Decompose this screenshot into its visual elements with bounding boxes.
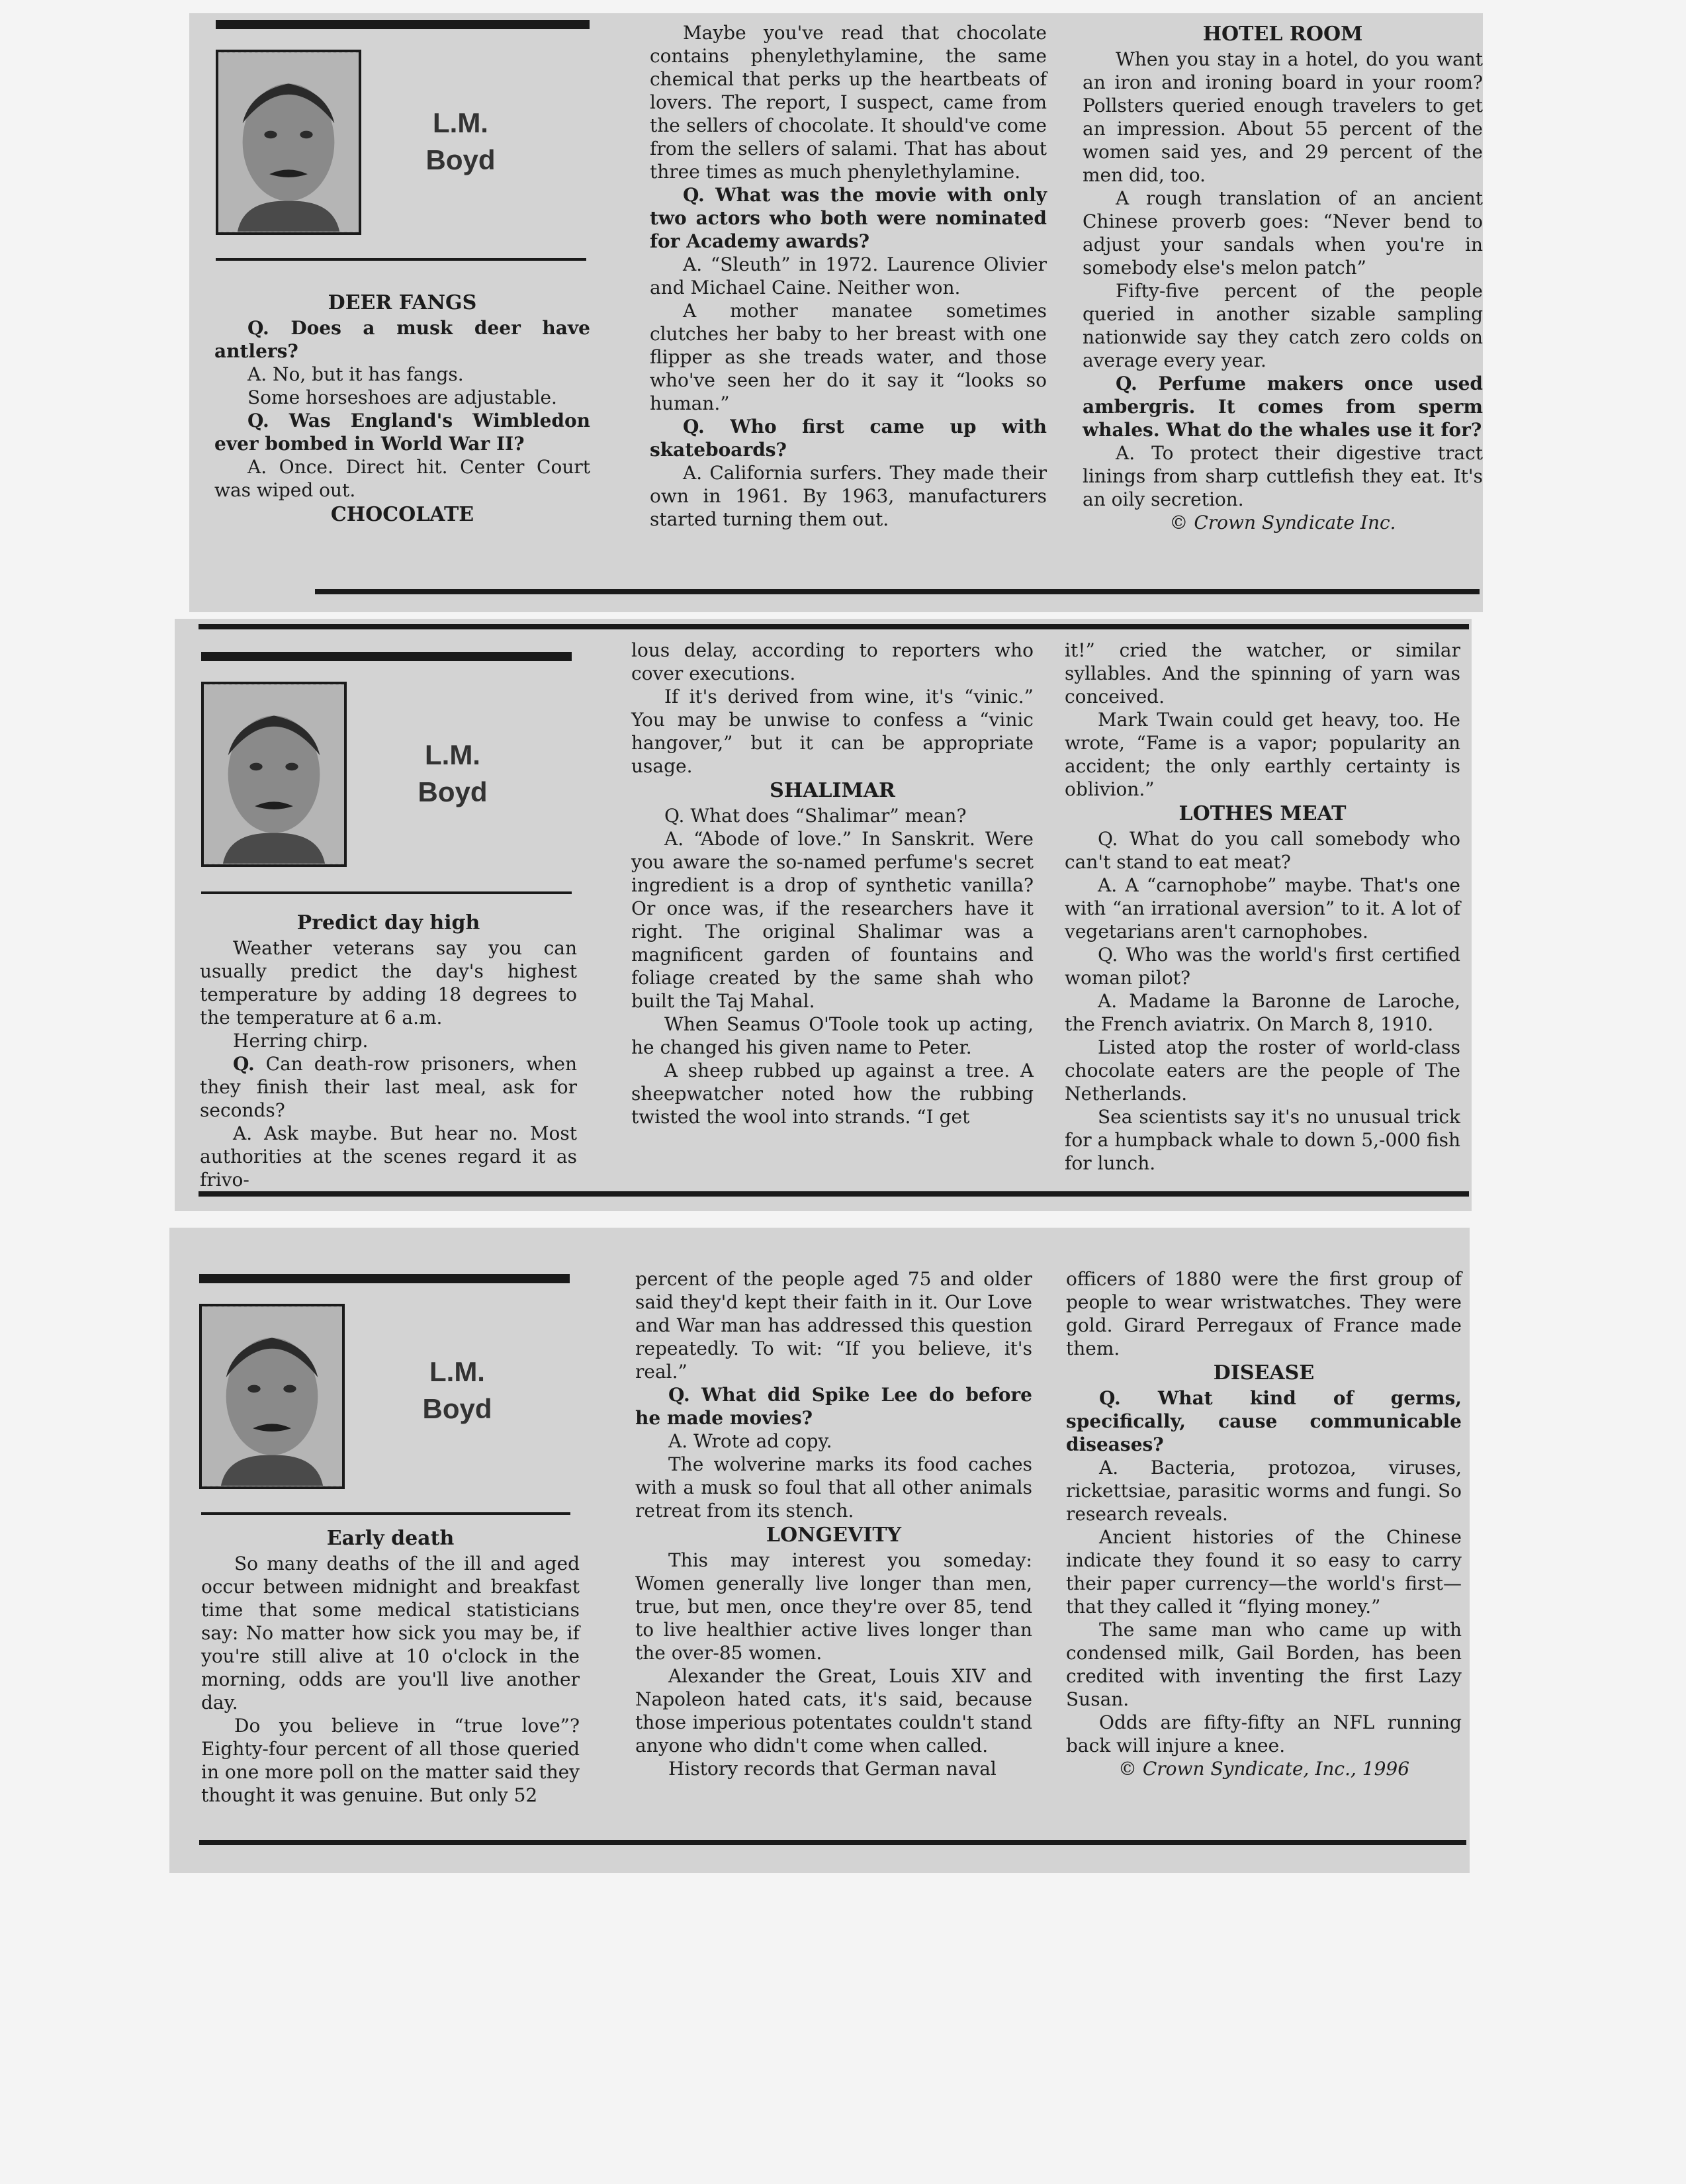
paragraph: Fifty-five percent of the people queried in another sizable sampling nationwide say they catch zero colds on average every year. xyxy=(1083,280,1483,371)
answer: A. A “carnophobe” maybe. That's one with “an irrational aversion” to it. A lot of vegetarians aren't carnophobes. xyxy=(1065,874,1460,942)
byline-rule xyxy=(201,1512,570,1515)
question: Q. What does “Shalimar” mean? xyxy=(664,805,967,827)
paragraph: Odds are fifty-fifty an NFL running back will injure a knee. xyxy=(1066,1711,1462,1756)
paragraph: officers of 1880 were the first group of people to wear wristwatches. They were gold. Girard Perregaux of France made them. xyxy=(1066,1268,1462,1359)
section-heading: LOTHES MEAT xyxy=(1178,802,1347,825)
clipping-2 xyxy=(175,619,1472,1211)
paragraph: it!” cried the watcher, or similar syllables. And the spinning of yarn was conceived. xyxy=(1065,639,1460,707)
answer: A. Bacteria, protozoa, viruses, rickettsiae, parasitic worms and fungi. So research reveals. xyxy=(1066,1457,1462,1525)
section-heading: Early death xyxy=(326,1527,455,1550)
byline-rule xyxy=(201,891,572,894)
portrait-face-icon xyxy=(218,52,359,232)
author-byline xyxy=(394,105,527,179)
paragraph: Alexander the Great, Louis XIV and Napoleon hated cats, it's said, because those imperious potentates couldn't stand anyone who didn't come when called. xyxy=(635,1665,1032,1756)
paragraph: Ancient histories of the Chinese indicate they found it so easy to carry their paper currency—the world's first—that they called it “flying money.” xyxy=(1066,1526,1462,1617)
answer: A. No, but it has fangs. xyxy=(247,363,464,385)
answer: A. To protect their digestive tract linings from sharp cuttlefish they eat. It's an oily secretion. xyxy=(1083,442,1483,510)
bottom-rule xyxy=(199,1840,1466,1845)
author-surname: Boyd xyxy=(418,776,488,807)
column-right xyxy=(1083,21,1483,534)
answer: A. Wrote ad copy. xyxy=(668,1430,832,1452)
paragraph: Maybe you've read that chocolate contains phenylethylamine, the same chemical that perks up the heartbeats of lovers. The report, I suspect, came from the sellers of chocolate. It should've come from the sellers of salami. That has about three times as much phenylethylamine. xyxy=(650,22,1047,183)
section-heading: DEER FANGS xyxy=(328,291,477,314)
answer: A. Once. Direct hit. Center Court was wiped out. xyxy=(214,456,590,501)
section-heading: CHOCOLATE xyxy=(330,503,474,526)
question: Q. Perfume makers once used ambergris. It comes from sperm whales. What do the whales use it for? xyxy=(1083,373,1483,441)
question-text: Can death-row prisoners, when they finish their last meal, ask for seconds? xyxy=(200,1053,577,1121)
question: Q. Does a musk deer have antlers? xyxy=(214,317,590,362)
portrait-face-icon xyxy=(202,1306,342,1486)
section-heading: SHALIMAR xyxy=(770,779,895,802)
column-left xyxy=(214,290,590,528)
paragraph: So many deaths of the ill and aged occur between midnight and breakfast time that some medical statisticians say: No matter how sick you may be, if you're still alive at 10 o'clock in the morning, odds are you'll live another day. xyxy=(201,1553,580,1713)
section-heading: LONGEVITY xyxy=(766,1524,902,1547)
question: Q. Who was the world's first certified woman pilot? xyxy=(1065,944,1460,989)
copyright-credit: © Crown Syndicate, Inc., 1996 xyxy=(1118,1758,1410,1780)
paragraph: Listed atop the roster of world-class chocolate eaters are the people of The Netherlands. xyxy=(1065,1036,1460,1105)
paragraph: lous delay, according to reporters who cover executions. xyxy=(631,639,1034,684)
author-portrait xyxy=(199,1304,345,1489)
question: Q. What did Spike Lee do before he made movies? xyxy=(635,1384,1032,1429)
column-right xyxy=(1066,1267,1462,1780)
author-initials: L.M. xyxy=(425,739,480,770)
column-left xyxy=(200,910,577,1191)
copyright-credit: © Crown Syndicate Inc. xyxy=(1169,512,1396,533)
author-surname: Boyd xyxy=(422,1393,492,1424)
question: Q. What do you call somebody who can't stand to eat meat? xyxy=(1065,828,1460,873)
question xyxy=(200,1052,577,1122)
question-label: Q. xyxy=(233,1053,255,1075)
author-byline xyxy=(386,737,519,811)
section-heading: HOTEL ROOM xyxy=(1202,23,1363,46)
paragraph: Some horseshoes are adjustable. xyxy=(247,387,557,408)
column-middle xyxy=(631,639,1034,1128)
author-portrait xyxy=(216,50,361,235)
clipping-1 xyxy=(189,13,1483,612)
column-middle xyxy=(650,21,1047,531)
paragraph: History records that German naval xyxy=(668,1758,997,1780)
section-heading: DISEASE xyxy=(1213,1361,1315,1385)
author-portrait xyxy=(201,682,347,867)
section-heading: Predict day high xyxy=(296,911,480,934)
question: Q. Was England's Wimbledon ever bombed in World War II? xyxy=(214,410,590,455)
top-rule-thin xyxy=(199,624,1469,629)
question: Q. Who first came up with skateboards? xyxy=(650,416,1047,461)
answer: A. Ask maybe. But hear no. Most authorities at the scenes regard it as frivo- xyxy=(200,1122,577,1191)
bottom-rule xyxy=(315,589,1480,594)
paragraph: Sea scientists say it's no unusual trick for a humpback whale to down 5,-000 fish for lunch. xyxy=(1065,1106,1460,1174)
answer: A. “Sleuth” in 1972. Laurence Olivier and Michael Caine. Neither won. xyxy=(650,253,1047,298)
paragraph: This may interest you someday: Women generally live longer than men, true, but men, once they're over 85, tend to live healthier active lives longer than the over-85 women. xyxy=(635,1549,1032,1664)
column-middle xyxy=(635,1267,1032,1780)
answer: A. California surfers. They made their own in 1961. By 1963, manufacturers started turning them out. xyxy=(650,462,1047,530)
paragraph: When Seamus O'Toole took up acting, he changed his given name to Peter. xyxy=(631,1013,1034,1058)
answer: A. Madame la Baronne de Laroche, the French aviatrix. On March 8, 1910. xyxy=(1065,990,1460,1035)
paragraph: Herring chirp. xyxy=(233,1030,369,1052)
paragraph: percent of the people aged 75 and older said they'd kept their faith in it. Our Love and War man has addressed this question repeatedly. To wit: “If you believe, it's real.” xyxy=(635,1268,1032,1383)
top-rule xyxy=(199,1274,570,1283)
author-initials: L.M. xyxy=(433,107,488,138)
portrait-face-icon xyxy=(204,684,344,864)
paragraph: Weather veterans say you can usually predict the day's highest temperature by adding 18 degrees to the temperature at 6 a.m. xyxy=(200,937,577,1028)
column-right xyxy=(1065,639,1460,1175)
paragraph: The wolverine marks its food caches with a musk so foul that all other animals retreat from its stench. xyxy=(635,1453,1032,1522)
author-initials: L.M. xyxy=(429,1356,485,1387)
paragraph: Do you believe in “true love”? Eighty-four percent of all those queried in one more poll on the matter said they thought it was genuine. But only 52 xyxy=(201,1715,580,1806)
paragraph: When you stay in a hotel, do you want an iron and ironing board in your room? Pollsters queried enough travelers to get an impression. About 55 percent of the women said yes, and 29 percent of the men did, too. xyxy=(1083,48,1483,186)
author-byline xyxy=(391,1353,523,1428)
paragraph: A mother manatee sometimes clutches her baby to her breast with one flipper as she treads water, and those who've seen her do it say it “looks so human.” xyxy=(650,300,1047,414)
byline-rule xyxy=(216,258,586,261)
paragraph: Mark Twain could get heavy, too. He wrote, “Fame is a vapor; popularity an accident; the only earthly certainty is oblivion.” xyxy=(1065,709,1460,800)
bottom-rule xyxy=(199,1191,1469,1197)
paragraph: If it's derived from wine, it's “vinic.” You may be unwise to confess a “vinic hangover,” but it can be appropriate usage. xyxy=(631,686,1034,777)
top-rule xyxy=(201,652,572,661)
author-surname: Boyd xyxy=(425,144,496,175)
answer: A. “Abode of love.” In Sanskrit. Were you aware the so-named perfume's secret ingredient is a drop of synthetic vanilla? Or once was, if the researchers have it right. The original Shalimar was a magnificent garden of fountains and foliage created by the same shah who built the Taj Mahal. xyxy=(631,828,1034,1012)
paragraph: The same man who came up with condensed milk, Gail Borden, has been credited with inventing the first Lazy Susan. xyxy=(1066,1619,1462,1710)
paragraph: A rough translation of an ancient Chinese proverb goes: “Never bend to adjust your sandals when you're in somebody else's melon patch” xyxy=(1083,187,1483,279)
column-left xyxy=(201,1525,580,1807)
top-rule xyxy=(216,20,590,29)
question: Q. What was the movie with only two actors who both were nominated for Academy awards? xyxy=(650,184,1047,252)
clipping-3 xyxy=(169,1228,1470,1873)
question: Q. What kind of germs, specifically, cause communicable diseases? xyxy=(1066,1387,1462,1455)
paragraph: A sheep rubbed up against a tree. A sheepwatcher noted how the rubbing twisted the wool into strands. “I get xyxy=(631,1060,1034,1128)
